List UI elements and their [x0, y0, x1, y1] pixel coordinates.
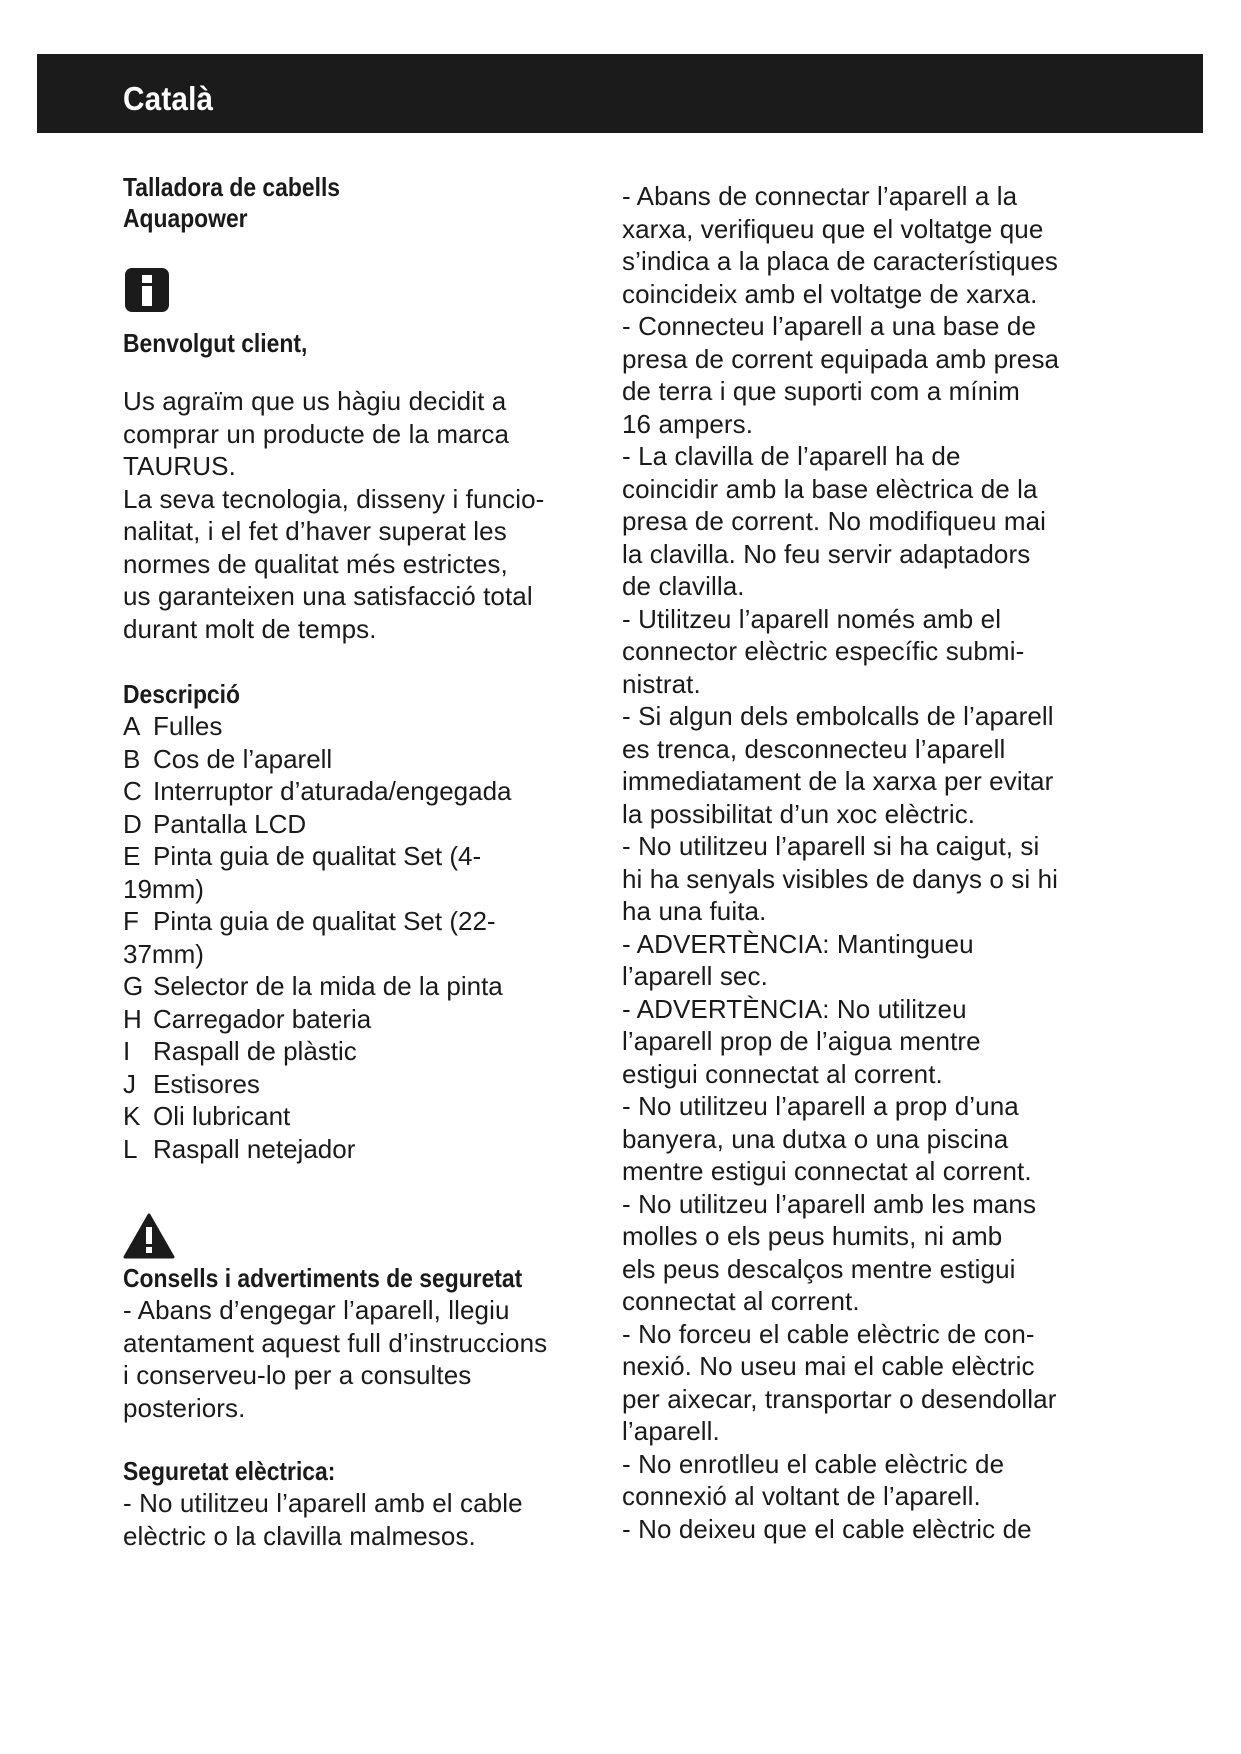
item-text: Selector de la mida de la pinta	[153, 971, 503, 1001]
safety-line: immediatament de la xarxa per evitar	[622, 766, 1054, 796]
intro-line: durant molt de temps.	[123, 613, 377, 644]
intro-paragraph	[123, 385, 593, 645]
left-column	[123, 172, 593, 1552]
electric-safety-heading: Seguretat elèctrica:	[123, 1456, 336, 1486]
safety-line: - No forceu el cable elèctric de con-	[622, 1318, 1035, 1349]
safety-line: - Connecteu l’aparell a una base de	[622, 311, 1037, 341]
safety-line: - ADVERTÈNCIA: No utilitzeu	[622, 993, 967, 1024]
list-item	[123, 710, 593, 743]
greeting-heading: Benvolgut client,	[123, 328, 308, 358]
product-title	[123, 172, 537, 234]
item-letter: C	[123, 776, 142, 806]
safety-line: atentament aquest full d’instruccions	[123, 1327, 548, 1358]
list-item	[123, 1133, 593, 1166]
item-letter: E	[123, 841, 141, 871]
safety-line: de clavilla.	[622, 571, 745, 601]
intro-line: TAURUS.	[123, 451, 236, 481]
safety-line: la possibilitat d’un xoc elèctric.	[622, 798, 976, 829]
safety-line: xarxa, verifiqueu que el voltatge que	[622, 213, 1044, 244]
right-column	[622, 180, 1102, 1545]
item-text: Raspall netejador	[153, 1133, 356, 1164]
safety-line: - No utilitzeu l’aparell a prop d’una	[622, 1091, 1019, 1121]
safety-line: 16 ampers.	[622, 408, 754, 439]
safety-line: es trenca, desconnecteu l’aparell	[622, 733, 1006, 764]
description-heading: Descripció	[123, 679, 240, 709]
list-item	[123, 808, 593, 841]
safety-line: connector elèctric específic submi-	[622, 636, 1025, 666]
product-title-line: Talladora de cabells	[123, 172, 341, 202]
safety-line: coincidir amb la base elèctrica de la	[622, 473, 1038, 504]
intro-line: nalitat, i el fet d’haver superat les	[123, 516, 507, 546]
electric-line: elèctric o la clavilla malmesos.	[123, 1520, 476, 1551]
list-item	[123, 938, 593, 971]
list-item	[123, 1003, 593, 1036]
safety-line: l’aparell sec.	[622, 961, 768, 991]
item-letter: F	[123, 906, 139, 936]
safety-line: - No deixeu que el cable elèctric de	[622, 1513, 1032, 1544]
list-item	[123, 970, 593, 1003]
list-item	[123, 905, 593, 938]
intro-line: Us agraïm que us hàgiu decidit a	[123, 386, 507, 416]
intro-line: comprar un producte de la marca	[123, 418, 510, 449]
item-text: Fulles	[153, 711, 223, 741]
safety-line: els peus descalços mentre estigui	[622, 1253, 1016, 1284]
item-letter: K	[123, 1101, 141, 1131]
safety-line: mentre estigui connectat al corrent.	[622, 1156, 1032, 1186]
item-text: Estisores	[153, 1068, 260, 1099]
safety-line: - La clavilla de l’aparell ha de	[622, 441, 961, 471]
safety-line: per aixecar, transportar o desendollar	[622, 1383, 1057, 1414]
safety-line: molles o els peus humits, ni amb	[622, 1221, 1003, 1251]
item-text: Carregador bateria	[153, 1003, 372, 1034]
safety-line: nexió. No useu mai el cable elèctric	[622, 1351, 1035, 1381]
item-letter: D	[123, 808, 142, 839]
item-text: Cos de l’aparell	[153, 743, 333, 774]
safety-line: - Abans d’engegar l’aparell, llegiu	[123, 1295, 510, 1325]
item-text: Pantalla LCD	[153, 808, 307, 839]
safety-line: presa de corrent equipada amb presa	[622, 343, 1060, 374]
safety-line: connexió al voltant de l’aparell.	[622, 1481, 981, 1511]
safety-line: - ADVERTÈNCIA: Mantingueu	[622, 928, 974, 959]
safety-paragraph	[123, 1294, 593, 1424]
safety-line: - Utilitzeu l’aparell només amb el	[622, 603, 1002, 634]
electric-safety-paragraph	[123, 1487, 593, 1552]
safety-line: s’indica a la placa de característiques	[622, 246, 1059, 276]
item-letter: I	[123, 1036, 131, 1066]
list-item	[123, 775, 593, 808]
safety-line: - Abans de connectar l’aparell a la	[622, 181, 1018, 211]
list-item	[123, 1100, 593, 1133]
item-letter: L	[123, 1133, 138, 1164]
item-text: Oli lubricant	[153, 1101, 291, 1131]
description-list	[123, 710, 593, 1165]
safety-line: l’aparell prop de l’aigua mentre	[622, 1026, 981, 1056]
item-letter: G	[123, 971, 144, 1001]
safety-line: connectat al corrent.	[622, 1286, 860, 1316]
item-text: Interruptor d’aturada/engegada	[153, 776, 512, 806]
safety-line: nistrat.	[622, 668, 701, 699]
list-item	[123, 1068, 593, 1101]
list-item	[123, 743, 593, 776]
safety-line: - No utilitzeu l’aparell amb les mans	[622, 1188, 1037, 1219]
item-text: 37mm)	[123, 938, 204, 969]
item-text: Pinta guia de qualitat Set (22-	[153, 906, 496, 936]
safety-line: - No enrotlleu el cable elèctric de	[622, 1448, 1005, 1479]
info-icon	[123, 266, 171, 314]
safety-line: - Si algun dels embolcalls de l’aparell	[622, 701, 1054, 731]
safety-line: l’aparell.	[622, 1416, 720, 1446]
intro-line: La seva tecnologia, disseny i funcio-	[123, 483, 545, 514]
safety-heading: Consells i advertiments de seguretat	[123, 1263, 523, 1293]
safety-line: posteriors.	[123, 1392, 246, 1423]
safety-line: de terra i que suporti com a mínim	[622, 376, 1020, 406]
safety-line: coincideix amb el voltatge de xarxa.	[622, 278, 1038, 309]
item-text: 19mm)	[123, 873, 204, 904]
language-header-bar	[37, 54, 1203, 133]
item-letter: B	[123, 743, 141, 774]
safety-line: ha una fuita.	[622, 896, 767, 926]
list-item	[123, 1035, 593, 1068]
intro-line: normes de qualitat més estrictes,	[123, 548, 508, 579]
list-item	[123, 840, 593, 873]
safety-line: banyera, una dutxa o una piscina	[622, 1123, 1009, 1154]
safety-line: - No utilitzeu l’aparell si ha caigut, si	[622, 831, 1040, 861]
language-title: Català	[123, 80, 214, 117]
item-letter: A	[123, 711, 141, 741]
item-text: Pinta guia de qualitat Set (4-	[153, 841, 482, 871]
item-text: Raspall de plàstic	[153, 1036, 357, 1066]
intro-line: us garanteixen una satisfacció total	[123, 581, 533, 611]
safety-line: presa de corrent. No modifiqueu mai	[622, 506, 1047, 536]
safety-line: i conserveu-lo per a consultes	[123, 1360, 472, 1390]
item-letter: H	[123, 1003, 142, 1034]
item-letter: J	[123, 1068, 136, 1099]
electric-line: - No utilitzeu l’aparell amb el cable	[123, 1488, 523, 1518]
safety-line: hi ha senyals visibles de danys o si hi	[622, 863, 1059, 894]
safety-line: la clavilla. No feu servir adaptadors	[622, 538, 1031, 569]
safety-line: estigui connectat al corrent.	[622, 1058, 943, 1089]
warning-triangle-icon	[123, 1213, 175, 1259]
list-item	[123, 873, 593, 906]
product-title-line: Aquapower	[123, 203, 248, 233]
